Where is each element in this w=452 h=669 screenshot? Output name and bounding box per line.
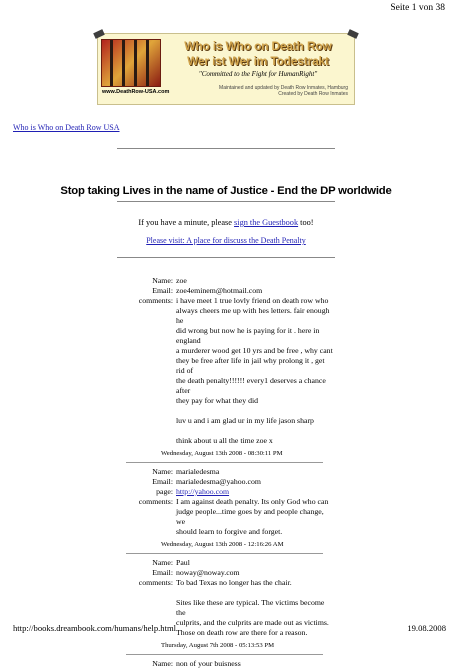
guestbook-entry: [123, 467, 333, 554]
banner-title-de: Wer ist Wer im Todestrakt: [187, 54, 329, 68]
entry-separator: [126, 654, 323, 655]
entry-name: marialedesma: [176, 467, 220, 476]
divider: [117, 148, 335, 149]
entry-date: Wednesday, August 13th 2008 - 12:16:26 AM: [161, 541, 284, 548]
entry-date: Wednesday, August 13th 2008 - 08:30:11 PM: [161, 450, 283, 457]
entry-comment: I am against death penalty. Its only God who can judge people...time goes by and people change, we should learn to forgive and forget.: [176, 497, 329, 536]
tape-corner-icon: [93, 29, 105, 39]
name-label: Name:: [152, 558, 173, 567]
entry-separator: [126, 462, 323, 463]
banner-site-url: www.DeathRow-USA.com: [102, 89, 170, 95]
entry-name: non of your buisness: [176, 659, 241, 668]
page-label: page:: [156, 487, 173, 496]
comments-label: comments:: [138, 497, 173, 506]
intro-text-before: If you have a minute, please: [138, 218, 235, 227]
name-label: Name:: [152, 276, 173, 285]
banner-title-en: Who is Who on Death Row: [184, 39, 332, 53]
entry-comment: think about u all the time zoe x: [176, 436, 273, 445]
footer-date: 19.08.2008: [407, 623, 446, 633]
visit-section: [0, 236, 452, 245]
entry-comment: luv u and i am glad ur in my life jason sharp: [176, 416, 314, 425]
comments-label: comments:: [138, 296, 173, 305]
entry-email: marialedesma@yahoo.com: [176, 477, 261, 486]
name-label: Name:: [152, 659, 173, 668]
email-label: Email:: [152, 568, 173, 577]
breadcrumb-link[interactable]: Who is Who on Death Row USA: [13, 123, 120, 132]
page-number: Seite 1 von 38: [390, 3, 445, 13]
comments-label: comments:: [138, 578, 173, 587]
entry-comment: To bad Texas no longer has the chair.: [176, 578, 292, 587]
email-label: Email:: [152, 477, 173, 486]
site-banner[interactable]: [97, 33, 355, 105]
email-label: Email:: [152, 286, 173, 295]
entry-comment: i have meet 1 true lovly friend on death row who always cheers me up with hes letters. fair enough he did wrong but now he is paying for it . here in england a murderer wood get 10 yrs and be free , why cant they be free after life in jail why prolong it , get rid of the death penalty!!!!!! every1 deserves a chance after they pay for what they did: [176, 296, 333, 405]
entry-name: Paul: [176, 558, 190, 567]
guestbook-entries: [123, 276, 333, 669]
divider: [117, 257, 335, 258]
page-title: Stop taking Lives in the name of Justice - End the DP worldwide: [60, 185, 392, 197]
entry-separator: [126, 553, 323, 554]
intro-text: [0, 218, 452, 227]
banner-tagline: "Committed to the Fight for HumanRight": [198, 70, 318, 78]
intro-text-after: too!: [298, 218, 314, 227]
guestbook-entry: [123, 659, 333, 669]
guestbook-entry: [123, 276, 333, 463]
entry-date: Thursday, August 7th 2008 - 05:13:53 PM: [161, 642, 275, 649]
footer-url: http://books.dreambook.com/humans/help.html: [13, 623, 177, 633]
entry-name: zoe: [176, 276, 187, 285]
entry-email: noway@noway.com: [176, 568, 240, 577]
sign-guestbook-link[interactable]: sign the Guestbook: [234, 218, 299, 227]
entry-email: zoe4eminem@hotmail.com: [176, 286, 263, 295]
divider: [117, 201, 335, 202]
prison-bars-image: [101, 39, 161, 87]
banner-credits: Maintained and updated by Death Row Inmates, Hamburg Created by Death Row Inmates: [219, 85, 348, 97]
entry-comment: Sites like these are typical. The victims become the culprits, and the culprits are made out as victims. Those on death row are there for a reason.: [176, 598, 329, 637]
guestbook-entry: [123, 558, 333, 655]
entry-homepage-link[interactable]: http://yahoo.com: [176, 487, 230, 496]
tape-corner-icon: [347, 29, 359, 39]
name-label: Name:: [152, 467, 173, 476]
breadcrumb: [13, 123, 120, 132]
discuss-death-penalty-link[interactable]: Please visit: A place for discuss the Death Penalty: [146, 236, 306, 245]
